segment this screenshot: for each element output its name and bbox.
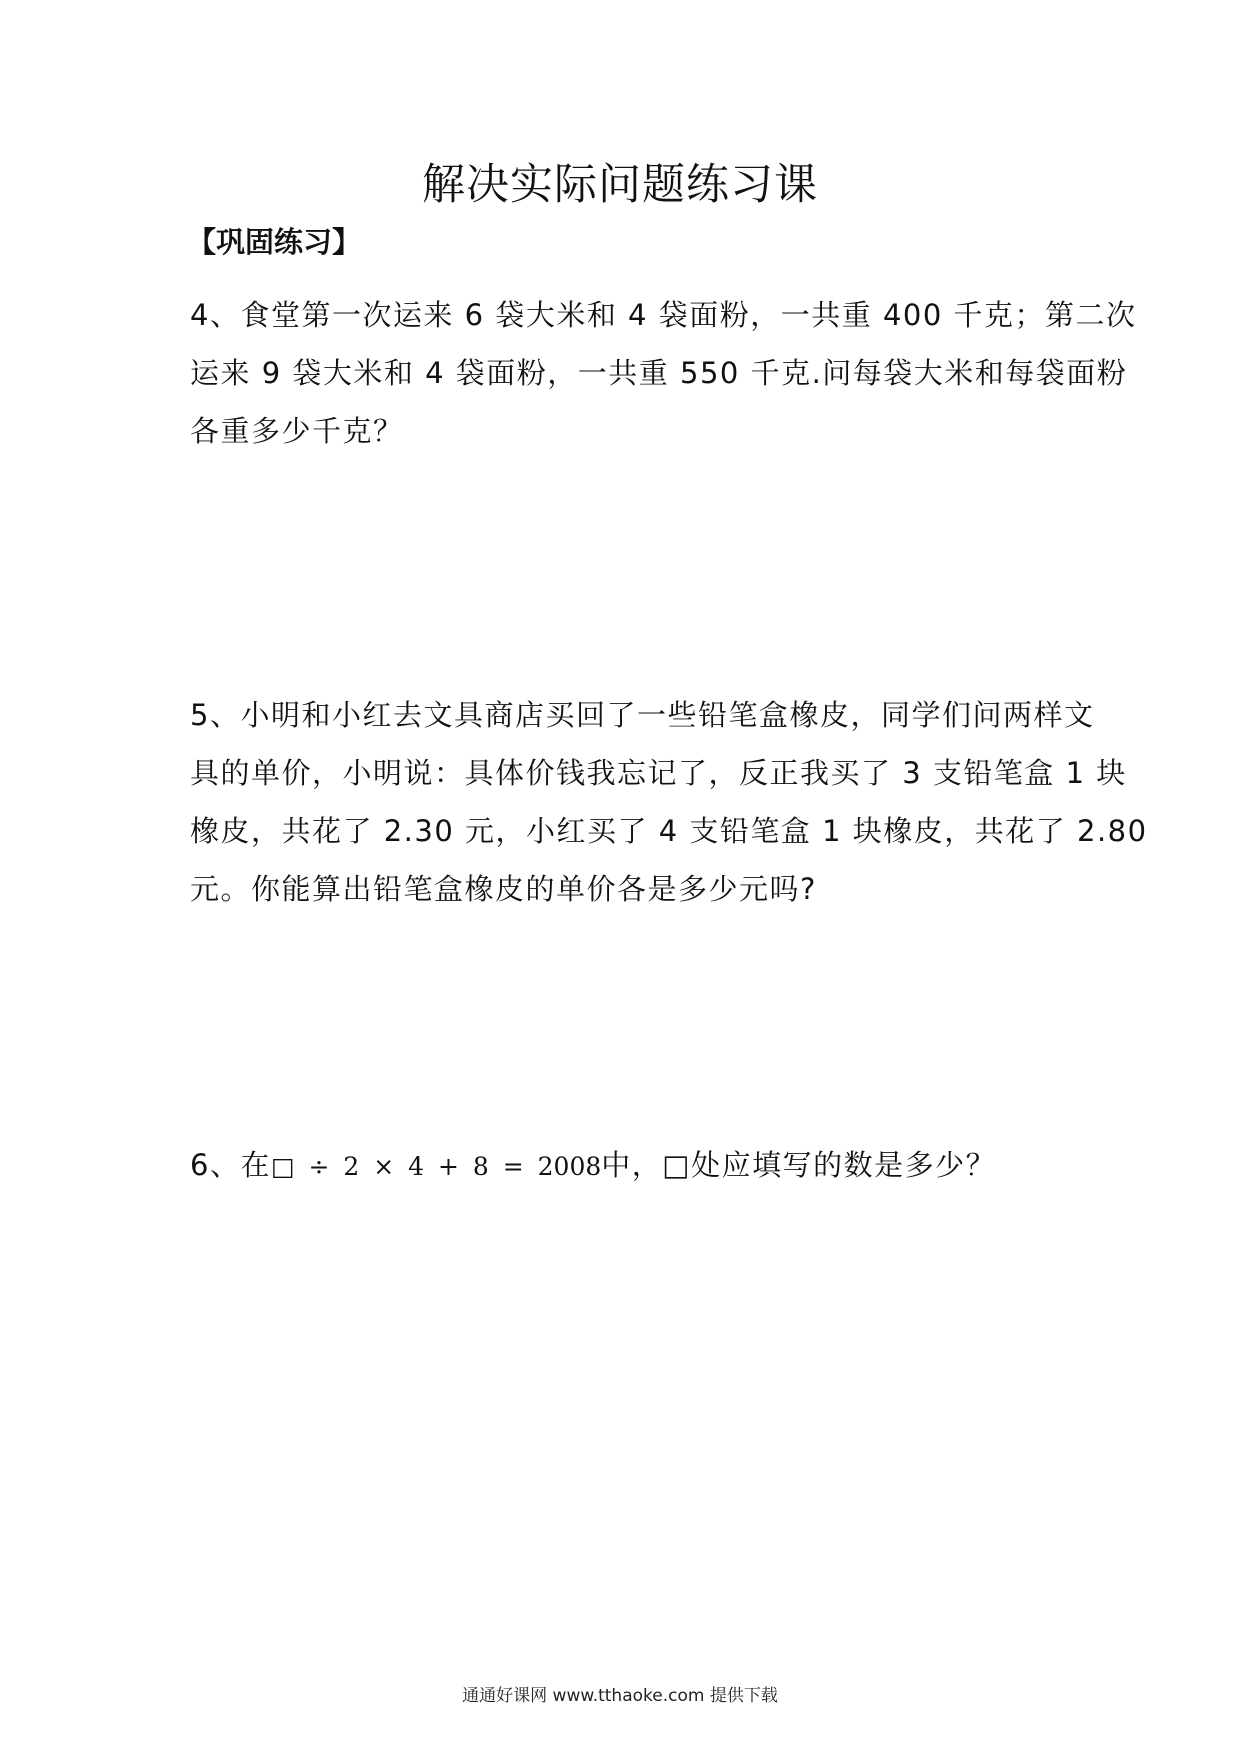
problem-4-line-2: 运来 9 袋大米和 4 袋面粉，一共重 550 千克.问每袋大米和每袋面粉: [190, 356, 1128, 390]
problem-5-line-1: 5、小明和小红去文具商店买回了一些铅笔盒橡皮，同学们问两样文: [190, 698, 1095, 732]
problem-5-line-2: 具的单价，小明说：具体价钱我忘记了，反正我买了 3 支铅笔盒 1 块: [190, 756, 1127, 790]
problem-5: [190, 686, 1148, 918]
problem-6: [190, 1136, 1065, 1196]
problem-6-formula: □ ÷ 2 × 4 + 8 = 2008: [270, 1152, 602, 1181]
problem-4: [190, 286, 1137, 460]
problem-5-line-4: 元。你能算出铅笔盒橡皮的单价各是多少元吗?: [190, 872, 817, 906]
problem-5-line-3: 橡皮，共花了 2.30 元，小红买了 4 支铅笔盒 1 块橡皮，共花了 2.80: [190, 814, 1148, 848]
page-title: 解决实际问题练习课: [422, 160, 818, 210]
problem-6-prefix: 6、在: [190, 1148, 271, 1182]
problem-6-line-1: [190, 1136, 1065, 1196]
problem-6-suffix: 中，□处应填写的数是多少？: [601, 1148, 997, 1182]
footer-source-note: 通通好课网 www.tthaoke.com 提供下载: [462, 1686, 778, 1706]
section-heading: 【巩固练习】: [187, 225, 362, 259]
problem-4-line-3: 各重多少千克？: [190, 414, 404, 448]
problem-4-line-1: 4、食堂第一次运来 6 袋大米和 4 袋面粉，一共重 400 千克；第二次: [190, 298, 1137, 332]
